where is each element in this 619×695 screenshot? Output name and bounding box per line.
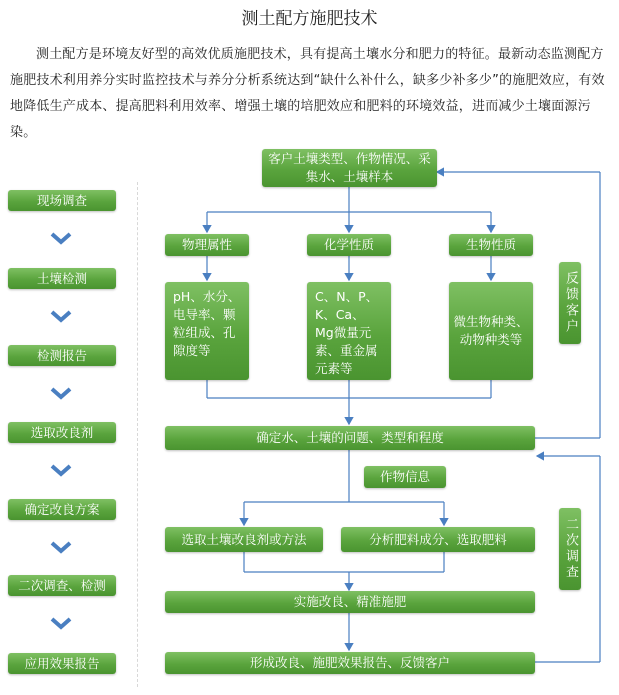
chevron-down-icon	[50, 232, 72, 246]
physical-properties-detail: pH、水分、电导率、颗粒组成、孔隙度等	[165, 282, 249, 380]
biological-properties-title: 生物性质	[449, 234, 533, 256]
determine-problem-box: 确定水、土壤的问题、类型和程度	[165, 426, 535, 450]
final-report-box: 形成改良、施肥效果报告、反馈客户	[165, 652, 535, 674]
physical-properties-title: 物理属性	[165, 234, 249, 256]
chevron-down-icon	[50, 617, 72, 631]
implement-box: 实施改良、精准施肥	[165, 591, 535, 613]
step-site-survey: 现场调查	[8, 190, 116, 211]
feedback-client-label: 反馈客户	[559, 262, 581, 344]
intro-paragraph: 测土配方是环境友好型的高效优质施肥技术，具有提高土壤水分和肥力的特征。最新动态监测配方施肥技术利用养分实时监控技术与养分分析系统达到“缺什么补什么，缺多少补多少”的施肥效应，有效地降低生产成本、提高肥料利用效率、增强土壤的培肥效应和肥料的环境效益，进而减少土壤面源污染。	[10, 47, 605, 140]
step-soil-test: 土壤检测	[8, 268, 116, 289]
crop-info-box: 作物信息	[364, 466, 446, 488]
chemical-properties-detail: C、N、P、K、Ca、Mg微量元素、重金属元素等	[307, 282, 391, 380]
second-survey-label: 二次调查	[559, 508, 581, 590]
select-amendment-box: 选取土壤改良剂或方法	[165, 527, 323, 552]
analyze-fertilizer-box: 分析肥料成分、选取肥料	[341, 527, 535, 552]
biological-properties-detail: 微生物种类、动物种类等	[449, 282, 533, 380]
step-select-amendment: 选取改良剂	[8, 422, 116, 443]
chevron-down-icon	[50, 310, 72, 324]
chevron-down-icon	[50, 541, 72, 555]
step-improvement-plan: 确定改良方案	[8, 499, 116, 520]
step-effect-report: 应用效果报告	[8, 653, 116, 674]
client-samples-box: 客户土壤类型、作物情况、采集水、土壤样本	[262, 149, 437, 187]
chevron-down-icon	[50, 464, 72, 478]
page-title: 测土配方施肥技术	[241, 9, 378, 29]
step-test-report: 检测报告	[8, 345, 116, 366]
chevron-down-icon	[50, 387, 72, 401]
step-second-survey: 二次调查、检测	[8, 575, 116, 596]
chemical-properties-title: 化学性质	[307, 234, 391, 256]
